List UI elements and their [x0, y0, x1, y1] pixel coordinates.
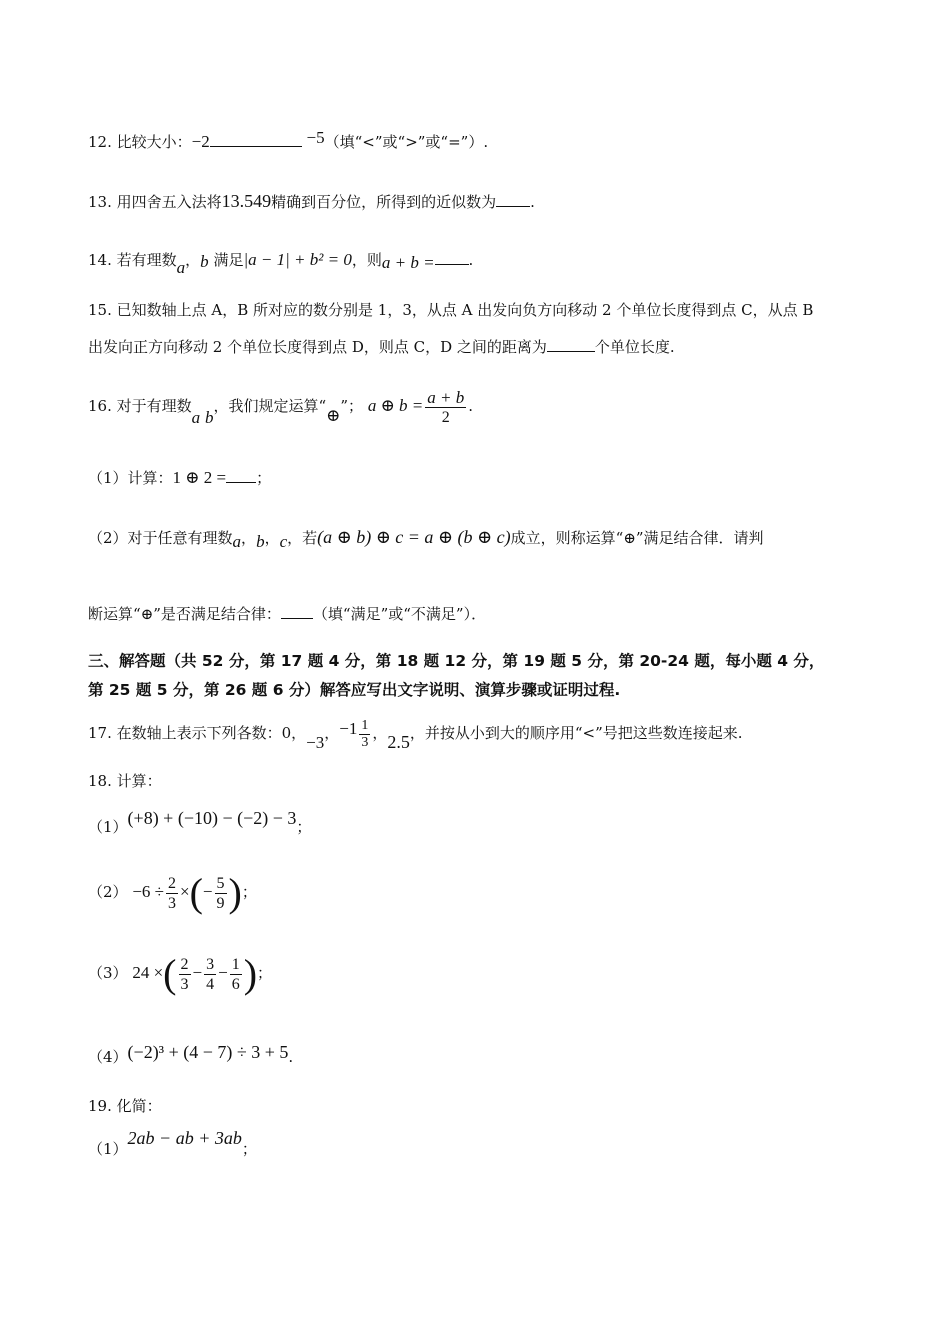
fraction-two-thirds-b: $\frac{2}{3}$: [180, 955, 189, 993]
answer-blank-13[interactable]: [496, 192, 530, 207]
question-19-title: 19. 化简：: [88, 1097, 162, 1115]
fraction-one-sixth: $\frac{1}{6}$: [231, 955, 240, 993]
question-14: 14. 若有理数a，b 满足|a − 1| + b² = 0，则a + b = .: [88, 250, 474, 277]
question-17: 17. 在数轴上表示下列各数：0，−3，−1 $\frac{1}{3}$ ，2.5，并按从小到大的顺序用“<”号把这些数连接起来.: [88, 717, 743, 752]
answer-blank-12[interactable]: [210, 132, 302, 147]
answer-blank-15[interactable]: [547, 337, 595, 352]
question-16-part-2-line-2: 断运算“⊕”是否满足结合律： （填“满足”或“不满足”）．: [88, 605, 487, 623]
question-18-title: 18. 计算：: [88, 772, 162, 790]
fraction-five-ninths: $\frac{5}{9}$: [216, 874, 225, 912]
section-3-heading-line-1: 三、解答题（共 52 分，第 17 题 4 分，第 18 题 12 分，第 19 题 5 分，第 20-24 题，每小题 4 分，: [88, 652, 825, 670]
answer-blank-14[interactable]: [435, 250, 469, 265]
fraction-three-quarters: $\frac{3}{4}$: [206, 955, 215, 993]
section-3-heading-line-2: 第 25 题 5 分，第 26 题 6 分）解答应写出文字说明、演算步骤或证明过程.: [88, 681, 621, 699]
answer-blank-16-1[interactable]: [226, 468, 256, 483]
question-15-line-2: 出发向正方向移动 2 个单位长度得到点 D，则点 C，D 之间的距离为 个单位长度.: [88, 338, 675, 356]
fraction-a-plus-b-over-2: $\frac{a + b}{2}$: [427, 387, 465, 426]
question-12: 12. 比较大小：−2 −5（填“<”或“>”或“=”）.: [88, 128, 489, 151]
question-15-line-1: 15. 已知数轴上点 A，B 所对应的数分别是 1，3，从点 A 出发向负方向移动 2 个单位长度得到点 C，从点 B: [88, 301, 814, 319]
question-19-part-1: （1）2ab − ab + 3ab；: [88, 1128, 257, 1158]
answer-blank-16-2[interactable]: [281, 604, 313, 619]
question-16: 16. 对于有理数a b，我们规定运算“⊕”； a ⊕ b = $\frac{a + b}{2}$ .: [88, 387, 474, 427]
fraction-one-third: $\frac{1}{3}$: [361, 717, 369, 750]
question-18-part-4: （4）(−2)³ + (4 − 7) ÷ 3 + 5.: [88, 1042, 294, 1066]
question-18-part-2: （2） −6 ÷ $\frac{2}{3}$ ×(− $\frac{5}{9}$ )；: [88, 870, 257, 915]
question-18-part-1: （1）(+8) + (−10) − (−2) − 3；: [88, 808, 312, 836]
fraction-two-thirds: $\frac{2}{3}$: [168, 874, 176, 912]
question-16-part-2: （2）对于任意有理数a，b，c，若(a ⊕ b) ⊕ c = a ⊕ (b ⊕ c)成立，则称运算“⊕”满足结合律．请判: [88, 527, 764, 551]
question-18-part-3: （3） 24 ×( $\frac{2}{3}$ − $\frac{3}{4}$ − $\frac{1}{6}$ )；: [88, 951, 273, 996]
question-13: 13. 用四舍五入法将13.549精确到百分位，所得到的近似数为 .: [88, 191, 535, 211]
question-16-part-1: （1）计算：1 ⊕ 2 = ；: [88, 468, 272, 487]
